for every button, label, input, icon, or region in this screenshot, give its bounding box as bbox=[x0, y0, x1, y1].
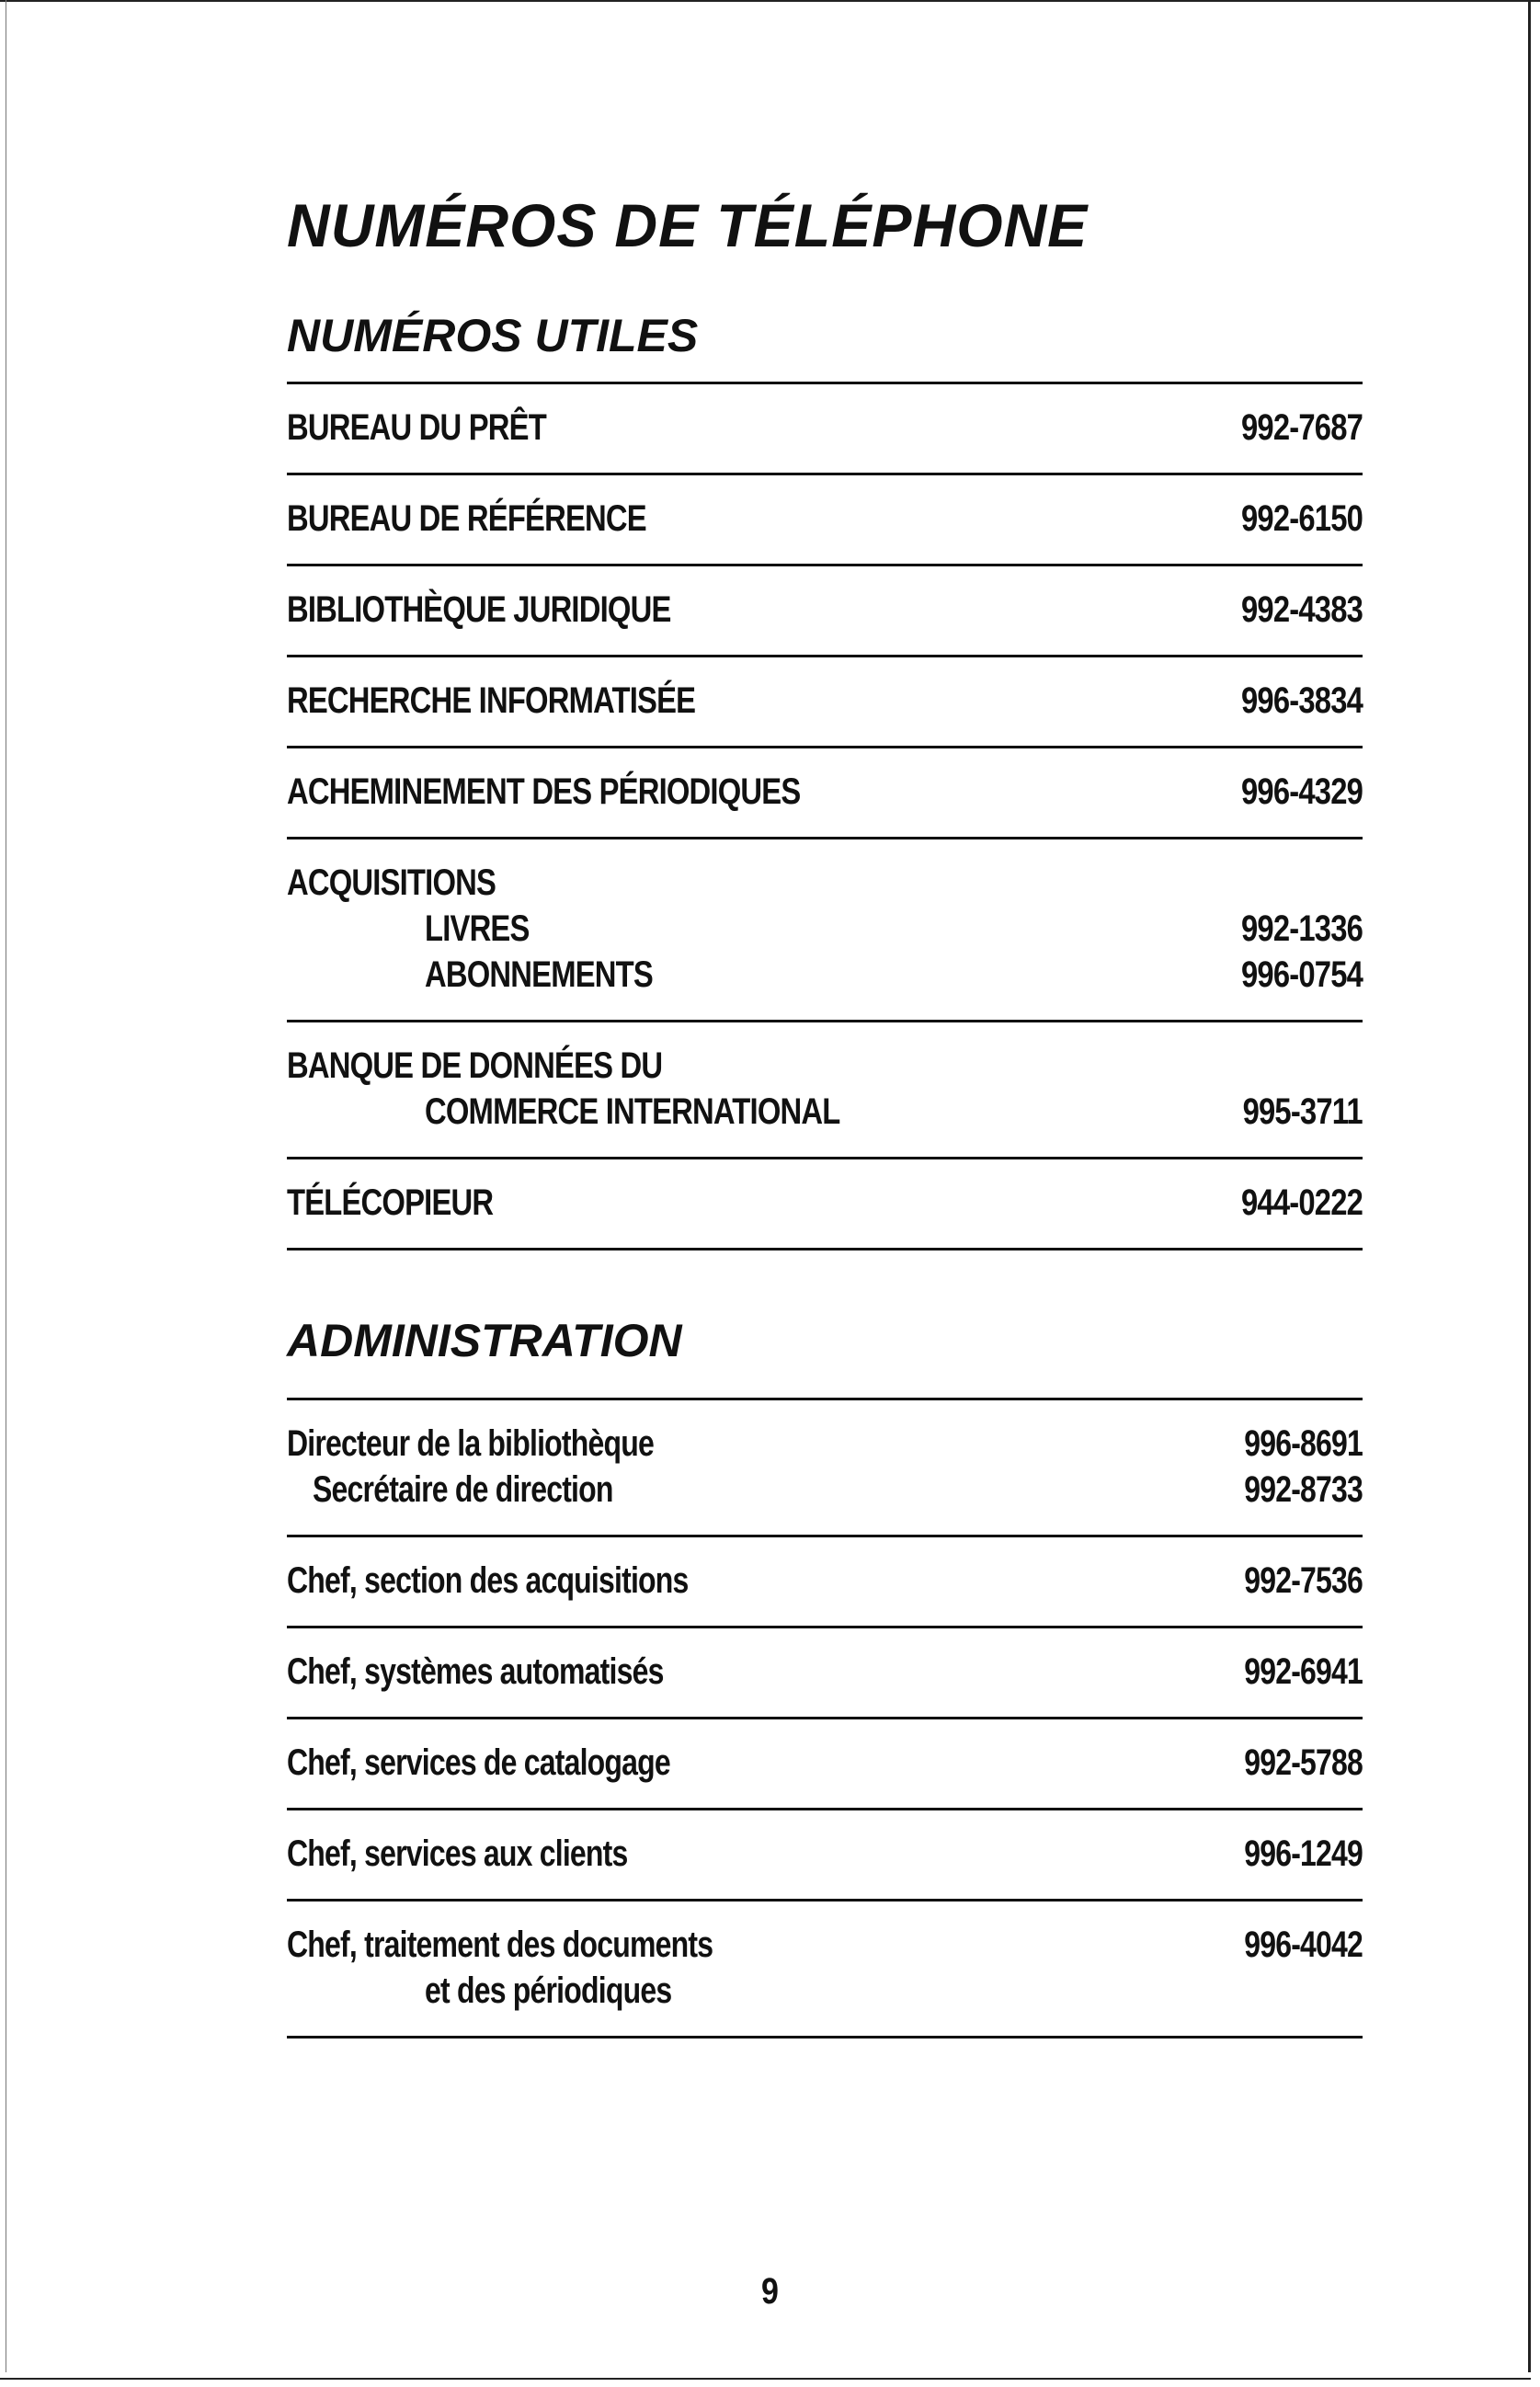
entry-label: Chef, traitement des documents bbox=[287, 1924, 713, 1965]
page-content bbox=[287, 188, 1377, 2039]
useful-row-fax bbox=[287, 1159, 1363, 1248]
phone-number: 992-7536 bbox=[1244, 1560, 1363, 1601]
entry-label: Directeur de la bibliothèque bbox=[287, 1423, 655, 1464]
phone-number: 996-1249 bbox=[1244, 1833, 1363, 1874]
divider bbox=[287, 1248, 1363, 1251]
page-edge-right bbox=[1528, 0, 1531, 2372]
entry-label: BUREAU DU PRÊT bbox=[287, 407, 546, 448]
phone-number: 996-4329 bbox=[1240, 771, 1363, 812]
admin-row-library-director bbox=[287, 1400, 1363, 1535]
useful-row-trade-database bbox=[287, 1022, 1363, 1157]
phone-number: 992-4383 bbox=[1240, 589, 1363, 630]
administration-list bbox=[287, 1398, 1377, 2039]
entry-label: Chef, section des acquisitions bbox=[287, 1560, 689, 1601]
phone-number: 996-4042 bbox=[1244, 1924, 1363, 1965]
phone-number bbox=[1355, 1043, 1363, 1089]
useful-row-periodicals-routing bbox=[287, 748, 1363, 837]
page-edge-top bbox=[0, 0, 1540, 2]
entry-label: BIBLIOTHÈQUE JURIDIQUE bbox=[287, 589, 671, 630]
phone-number: 996-8691 bbox=[1244, 1423, 1363, 1464]
admin-row-cataloguing-head bbox=[287, 1719, 1363, 1808]
phone-number: 992-5788 bbox=[1244, 1742, 1363, 1783]
entry-sublabel: Secrétaire de direction bbox=[313, 1469, 613, 1510]
admin-row-automated-systems-head bbox=[287, 1628, 1363, 1717]
entry-sublabel: ABONNEMENTS bbox=[425, 954, 653, 995]
administration-heading: ADMINISTRATION bbox=[287, 1315, 682, 1366]
phone-number: 996-3834 bbox=[1240, 680, 1363, 721]
entry-label: Chef, systèmes automatisés bbox=[287, 1651, 664, 1692]
phone-number bbox=[1355, 860, 1363, 906]
entry-label: ACHEMINEMENT DES PÉRIODIQUES bbox=[287, 771, 801, 812]
entry-label: RECHERCHE INFORMATISÉE bbox=[287, 680, 696, 721]
page-number: 9 bbox=[761, 2271, 779, 2312]
entry-sublabel: COMMERCE INTERNATIONAL bbox=[425, 1091, 840, 1132]
useful-row-acquisitions bbox=[287, 839, 1363, 1020]
useful-row-reference-desk bbox=[287, 475, 1363, 564]
entry-label: BUREAU DE RÉFÉRENCE bbox=[287, 498, 646, 539]
entry-label: BANQUE DE DONNÉES DU bbox=[287, 1045, 663, 1086]
useful-row-computer-search bbox=[287, 657, 1363, 746]
phone-number: 992-6941 bbox=[1244, 1651, 1363, 1692]
entry-sublabel: LIVRES bbox=[425, 908, 530, 949]
phone-number: 992-7687 bbox=[1240, 407, 1363, 448]
admin-row-acquisitions-head bbox=[287, 1537, 1363, 1626]
phone-number: 992-8733 bbox=[1244, 1469, 1363, 1510]
useful-numbers-list bbox=[287, 382, 1377, 1251]
page-title: NUMÉROS DE TÉLÉPHONE bbox=[287, 191, 1089, 259]
useful-numbers-heading: NUMÉROS UTILES bbox=[287, 310, 699, 361]
admin-row-document-processing-head bbox=[287, 1902, 1363, 2036]
admin-row-client-services-head bbox=[287, 1810, 1363, 1899]
phone-number: 992-6150 bbox=[1240, 498, 1363, 539]
page-edge-bottom bbox=[0, 2378, 1531, 2380]
phone-number: 992-1336 bbox=[1240, 908, 1363, 949]
entry-sublabel: et des périodiques bbox=[425, 1970, 672, 2011]
entry-label: TÉLÉCOPIEUR bbox=[287, 1182, 494, 1223]
divider bbox=[287, 2036, 1363, 2039]
entry-label: Chef, services aux clients bbox=[287, 1833, 628, 1874]
phone-number: 944-0222 bbox=[1240, 1182, 1363, 1223]
useful-row-law-library bbox=[287, 566, 1363, 655]
phone-number: 996-0754 bbox=[1240, 954, 1363, 995]
useful-row-loan-desk bbox=[287, 384, 1363, 473]
entry-label: ACQUISITIONS bbox=[287, 862, 496, 903]
phone-number: 995-3711 bbox=[1242, 1091, 1363, 1132]
entry-label: Chef, services de catalogage bbox=[287, 1742, 670, 1783]
